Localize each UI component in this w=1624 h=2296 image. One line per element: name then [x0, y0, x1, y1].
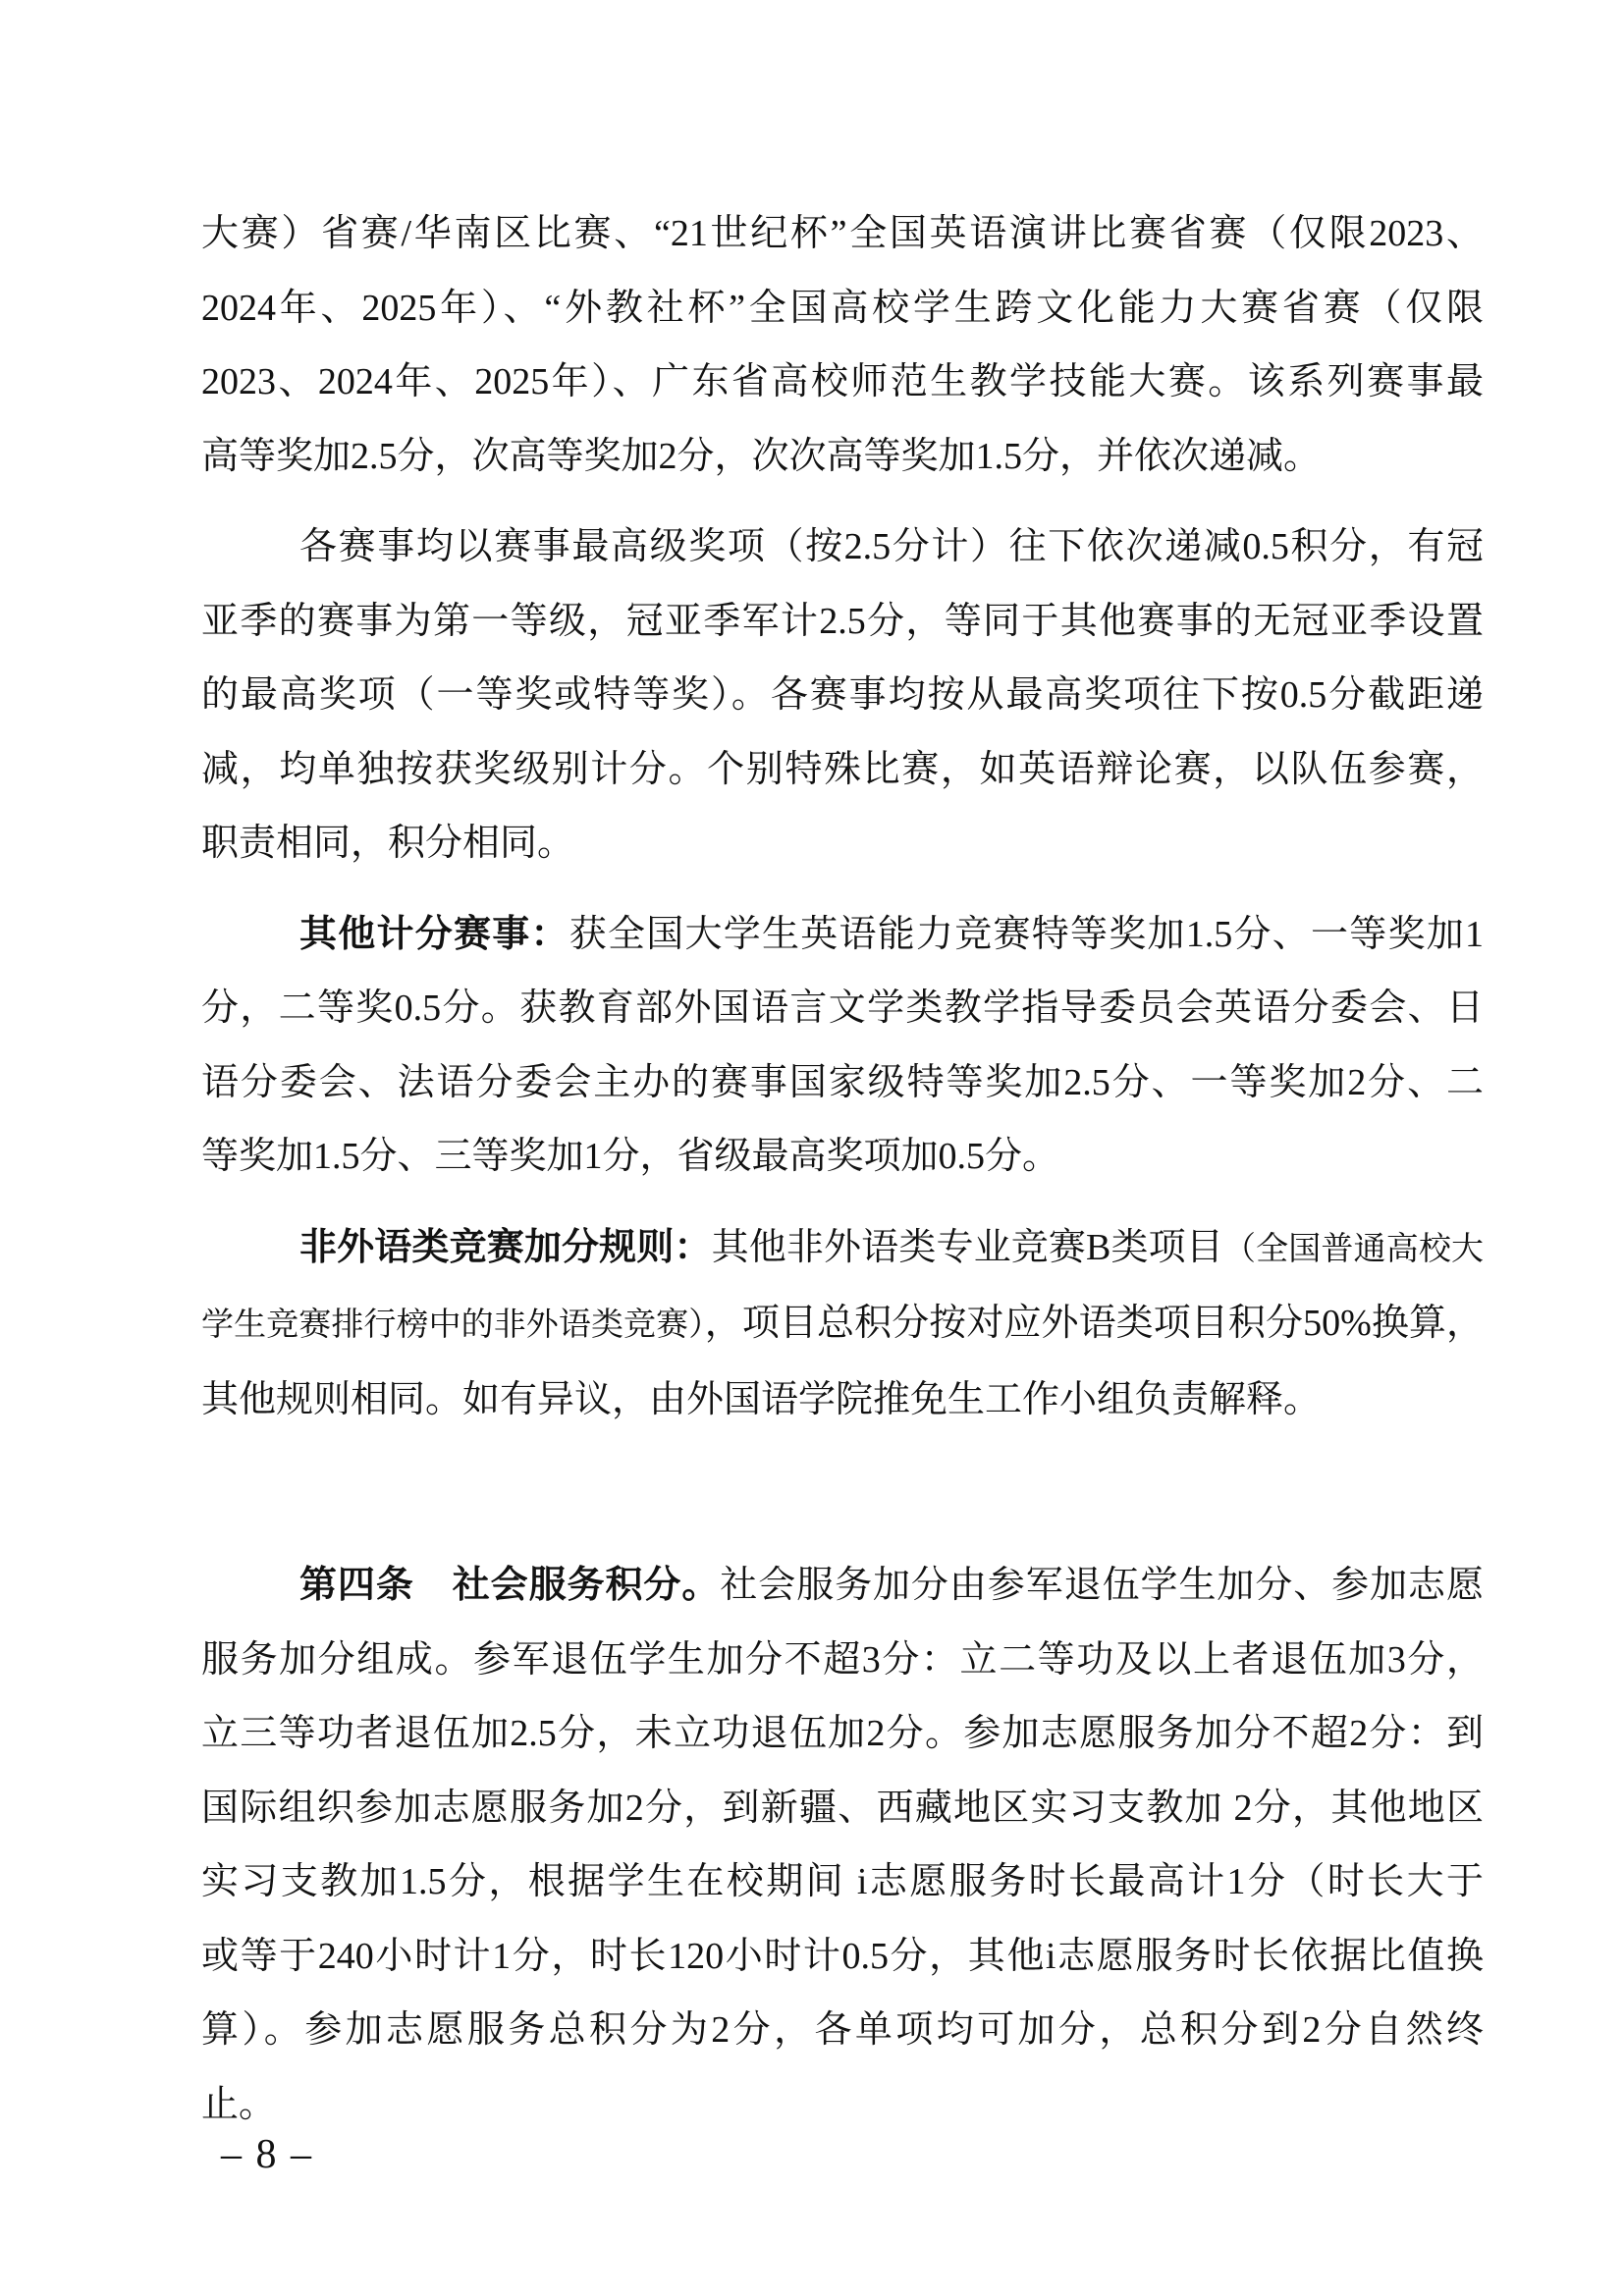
text-run-normal: 获全国大学生英语能力竞赛特等奖加1.5分、一等奖加1: [568, 913, 1484, 955]
text-run-normal: 2024年、2025年）、“外教社杯”全国高校学生跨文化能力大赛省赛（仅限: [201, 287, 1484, 329]
text-line: [201, 1363, 1484, 1438]
text-line: [201, 1287, 1484, 1363]
text-run-normal: 止。: [201, 2083, 277, 2125]
para-other-scoring-competitions: [201, 898, 1484, 1195]
text-line: [201, 1549, 1484, 1624]
page-number: – 8 –: [221, 2132, 313, 2177]
text-line: [201, 972, 1484, 1046]
text-line: [201, 1994, 1484, 2068]
text-line: [201, 272, 1484, 347]
text-line: [201, 1624, 1484, 1698]
text-run-normal: 的最高奖项（一等奖或特等奖）。各赛事均按从最高奖项往下按0.5分截距递: [201, 674, 1484, 716]
text-run-normal: 各赛事均以赛事最高级奖项（按2.5分计）往下依次递减0.5积分，有冠: [299, 526, 1484, 567]
text-line: [201, 1920, 1484, 1995]
text-line: [201, 197, 1484, 272]
text-run-normal: 高等奖加2.5分，次高等奖加2分，次次高等奖加1.5分，并依次递减。: [201, 435, 1322, 477]
text-run-normal: 大赛）省赛/华南区比赛、“21世纪杯”全国英语演讲比赛省赛（仅限2023、: [201, 213, 1484, 254]
text-line: [201, 420, 1484, 495]
text-run-normal: 减，均单独按获奖级别计分。个别特殊比赛，如英语辩论赛，以队伍参赛，: [201, 748, 1484, 790]
text-run-normal: 亚季的赛事为第一等级，冠亚季军计2.5分，等同于其他赛事的无冠亚季设置: [201, 600, 1484, 642]
text-run-normal: 算）。参加志愿服务总积分为2分，各单项均可加分，总积分到2分自然终: [201, 2009, 1484, 2051]
text-run-bold: 非外语类竞赛加分规则：: [299, 1226, 712, 1268]
text-line: [201, 585, 1484, 660]
text-run-normal: 服务加分组成。参军退伍学生加分不超3分：立二等功及以上者退伍加3分，: [201, 1638, 1484, 1681]
text-run-normal: 分，二等奖0.5分。获教育部外国语言文学类教学指导委员会英语分委会、日: [201, 988, 1484, 1029]
text-run-normal: 立三等功者退伍加2.5分，未立功退伍加2分。参加志愿服务加分不超2分：到: [201, 1713, 1484, 1754]
text-line: [201, 1772, 1484, 1846]
text-run-normal: 国际组织参加志愿服务加2分，到新疆、西藏地区实习支教加 2分，其他地区: [201, 1787, 1484, 1829]
text-line: [201, 1211, 1484, 1288]
text-run-normal: 职责相同，积分相同。: [201, 823, 575, 864]
text-run-bold: 第四条 社会服务积分。: [299, 1565, 721, 1606]
text-line: [201, 346, 1484, 420]
text-line: [201, 1120, 1484, 1195]
document-body: [201, 197, 1484, 2159]
text-run-normal: 其他非外语类专业竞赛B类项目: [711, 1226, 1223, 1268]
text-run-normal: 或等于240小时计1分，时长120小时计0.5分，其他i志愿服务时长依据比值换: [201, 1935, 1484, 1977]
text-run-normal: 社会服务加分由参军退伍学生加分、参加志愿: [720, 1565, 1484, 1606]
text-run-small: 学生竞赛排行榜中的非外语类竞赛）: [201, 1308, 705, 1343]
text-run-normal: ，项目总积分按对应外语类项目积分50%换算，: [704, 1303, 1484, 1344]
para-non-foreign-language-bonus-rule: [201, 1211, 1484, 1438]
text-run-normal: 其他规则相同。如有异议，由外国语学院推免生工作小组负责解释。: [201, 1378, 1322, 1420]
text-line: [201, 2068, 1484, 2143]
text-line: [201, 1046, 1484, 1121]
text-run-bold: 其他计分赛事：: [299, 913, 569, 955]
para-award-decrement-rule: [201, 510, 1484, 881]
text-line: [201, 659, 1484, 733]
text-run-small: （全国普通高校大: [1222, 1231, 1484, 1267]
text-run-normal: 2023、2024年、2025年）、广东省高校师范生教学技能大赛。该系列赛事最: [201, 361, 1484, 402]
text-line: [201, 898, 1484, 973]
text-line: [201, 1697, 1484, 1772]
text-run-normal: 实习支教加1.5分，根据学生在校期间 i志愿服务时长最高计1分（时长大于: [201, 1861, 1484, 1902]
para-competition-series-continuation: [201, 197, 1484, 494]
text-run-normal: 等奖加1.5分、三等奖加1分，省级最高奖项加0.5分。: [201, 1136, 1060, 1177]
text-line: [201, 1845, 1484, 1920]
text-line: [201, 807, 1484, 881]
text-line: [201, 733, 1484, 808]
para-article-4-social-service-points: [201, 1549, 1484, 2142]
text-line: [201, 510, 1484, 585]
text-run-normal: 语分委会、法语分委会主办的赛事国家级特等奖加2.5分、一等奖加2分、二: [201, 1061, 1484, 1103]
